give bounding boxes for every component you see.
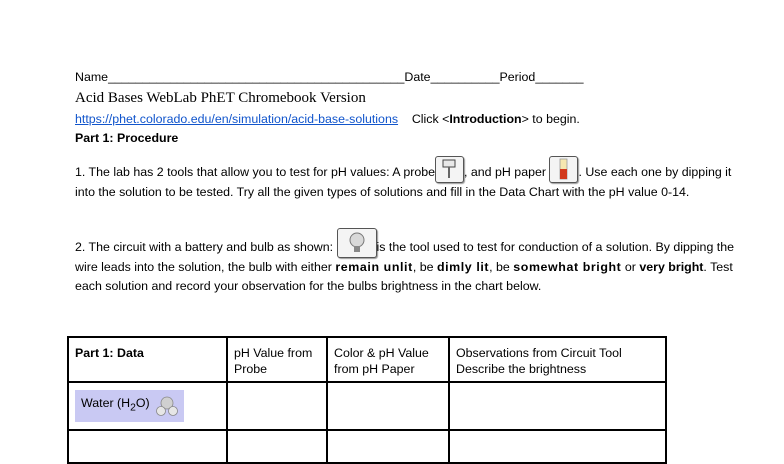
- remain-unlit: remain unlit: [335, 260, 413, 274]
- water-molecule-icon: [156, 394, 178, 418]
- cell-ph-paper-water[interactable]: [327, 382, 449, 430]
- water-text: Water $(H_2O)$: [81, 396, 150, 414]
- para1-text-a: 1. The lab has 2 tools that allow you to test for pH values: A probe: [75, 165, 436, 179]
- ph-probe-icon: [435, 156, 464, 183]
- instruction-bold: Introduction: [449, 112, 522, 126]
- row-label-water: [68, 382, 227, 430]
- phet-link[interactable]: https://phet.colorado.edu/en/simulation/acid-base-solutions: [75, 112, 399, 126]
- table-row: [68, 382, 666, 430]
- somewhat-bright: somewhat bright: [513, 260, 622, 274]
- cell-empty[interactable]: [327, 430, 449, 463]
- header-cell-part1: Part 1: Data: [68, 337, 227, 382]
- data-table: [67, 336, 667, 464]
- table-header-row: [68, 337, 666, 382]
- para2-sep2: , be: [489, 260, 510, 274]
- light-bulb-icon: [337, 228, 377, 258]
- name-label: Name: [75, 70, 109, 84]
- period-label: Period: [499, 70, 536, 84]
- para2-sep3: or: [624, 260, 636, 274]
- period-blank: _______: [535, 70, 584, 84]
- para2-text-a: 2. The circuit with a battery and bulb as shown:: [75, 240, 334, 254]
- cell-empty[interactable]: [449, 430, 666, 463]
- date-label: Date: [404, 70, 431, 84]
- ph-paper-icon: [549, 156, 578, 183]
- table-row: [68, 430, 666, 463]
- date-blank: __________: [430, 70, 500, 84]
- instruction-pre: Click <: [411, 112, 450, 126]
- row-label-empty: [68, 430, 227, 463]
- header-cell-observations: Observations from Circuit Tool Describe the brightness: [449, 337, 666, 382]
- header-cell-ph-probe: pH Value from Probe: [227, 337, 327, 382]
- procedure-heading: Part 1: Procedure: [75, 131, 179, 145]
- paragraph-2: [75, 228, 745, 296]
- para1-text-c: . Use each one by dipping it into the solution to be tested. Try all the given types of solutions and fill in the Data Chart with the pH value 0-14.: [75, 165, 732, 199]
- water-label: [75, 390, 184, 422]
- link-line: [75, 112, 580, 126]
- cell-empty[interactable]: [227, 430, 327, 463]
- paragraph-1: [75, 156, 745, 202]
- header-cell-ph-paper: Color & pH Value from pH Paper: [327, 337, 449, 382]
- para2-sep1: , be: [412, 260, 434, 274]
- para2-text-b: is the tool used to test for conduction of a solution. By dipping the wire leads into the solution, the bulb with either: [75, 240, 735, 274]
- page-title: Acid Bases WebLab PhET Chromebook Version: [75, 90, 366, 106]
- cell-ph-probe-water[interactable]: [227, 382, 327, 430]
- dimly-lit: dimly lit: [436, 260, 490, 274]
- para1-text-b: , and pH paper: [464, 165, 546, 179]
- cell-observation-water[interactable]: [449, 382, 666, 430]
- instruction-post: > to begin.: [521, 112, 580, 126]
- para2-rest: . Test each solution and record your observation for the bulbs brightness in the chart below.: [75, 260, 733, 293]
- header-line: [75, 70, 584, 84]
- name-blank: ___________________________________________: [108, 70, 405, 84]
- very-bright: very bright: [639, 260, 704, 274]
